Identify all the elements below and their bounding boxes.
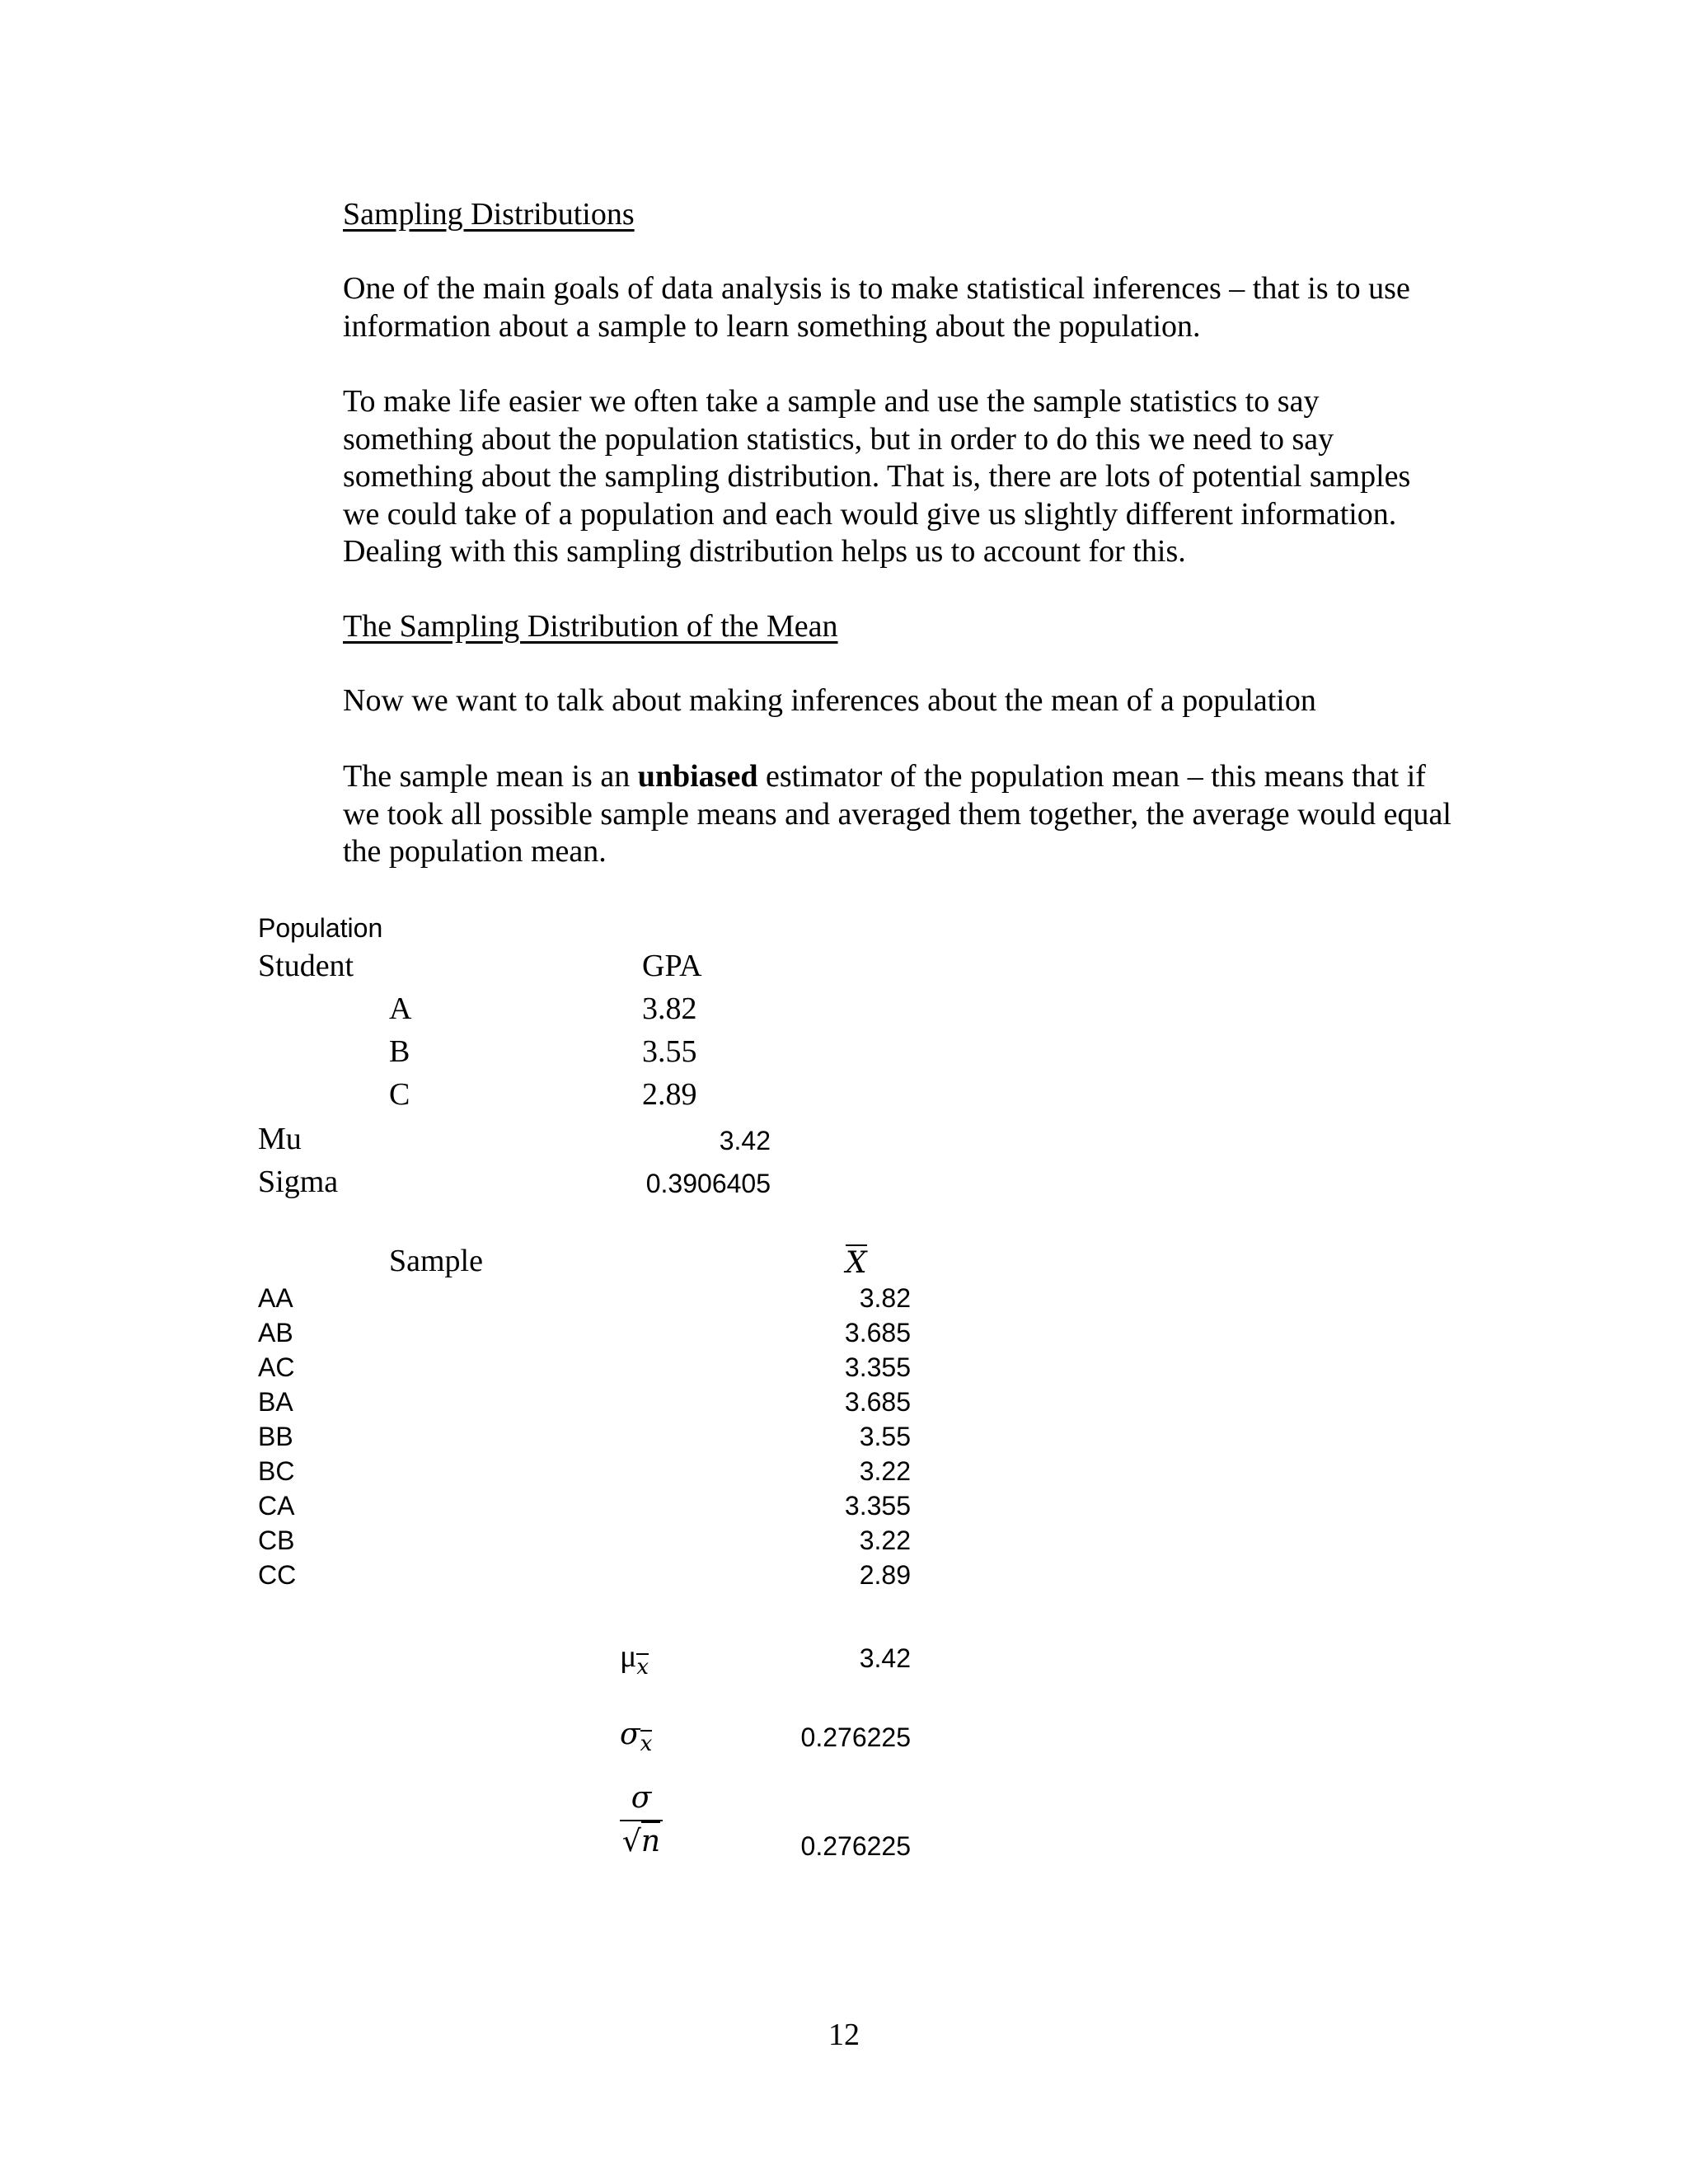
paragraph-unbiased [343,758,1451,871]
sample-name-6: CA [258,1491,295,1521]
sample-xbar-7: 3.22 [859,1526,911,1555]
paragraph-inferences-mean-text: Now we want to talk about making inferences about the mean of a population [343,683,1316,718]
paragraph-unbiased-text [343,758,1451,871]
page-number: 12 [828,2018,860,2052]
paragraph-inference [343,270,1447,345]
sample-name-0: AA [258,1283,293,1313]
sigma-glyph: σ [620,1718,640,1751]
mu-xbar-value: 3.42 [859,1643,911,1673]
sigma-xbar-sub: x [640,1732,653,1757]
student-b: B [389,1034,410,1069]
sample-xbar-3: 3.685 [844,1387,911,1417]
sample-name-2: AC [258,1352,295,1382]
fraction-sigma-over-root-n [620,1780,663,1861]
gpa-c: 2.89 [642,1077,697,1112]
fraction-numerator: σ [631,1781,652,1815]
gpa-a: 3.82 [642,991,697,1026]
xbar-symbol: X [846,1246,867,1280]
population-label: Population [258,913,383,943]
sigma-label: Sigma [258,1165,339,1199]
col-sample: Sample [389,1244,483,1278]
sample-name-8: CC [258,1560,297,1590]
sample-name-1: AB [258,1318,293,1347]
student-c: C [389,1077,410,1112]
sample-name-5: BC [258,1456,295,1486]
sample-name-7: CB [258,1526,295,1555]
heading-sampling-distribution-mean: The Sampling Distribution of the Mean [343,609,838,644]
paragraph-sampling-text: To make life easier we often take a sample and use the sample statistics to say something about the population statistics, but in order to do this we need to say something about the sampling distribution. That is, there are lots of potential samples we could take of a population and each would give us slightly different information. Dealing with this sampling distribution helps us to account for this. [343,384,1411,569]
root-n: n [641,1821,660,1861]
mu-value: 3.42 [719,1126,771,1155]
col-gpa: GPA [642,949,702,983]
paragraph-inference-text: One of the main goals of data analysis is to make statistical inferences – that is to use information about a sample to learn something about the population. [343,271,1410,344]
sample-xbar-5: 3.22 [859,1456,911,1486]
fraction-value: 0.276225 [800,1831,911,1861]
mu-glyph: μ [620,1639,637,1674]
sample-xbar-4: 3.55 [859,1422,911,1451]
col-xbar [846,1244,867,1280]
student-a: A [389,991,412,1026]
sample-xbar-6: 3.355 [844,1491,911,1521]
unbiased-bold: unbiased [637,759,758,794]
sqrt-glyph: √ [621,1825,641,1858]
sigma-value: 0.3906405 [645,1169,771,1198]
col-student: Student [258,949,354,983]
sigma-xbar-symbol [620,1718,652,1756]
mu-label: Mu [258,1122,302,1156]
sample-xbar-1: 3.685 [844,1318,911,1347]
mu-xbar-sub: x [636,1654,649,1680]
gpa-b: 3.55 [642,1034,697,1069]
mu-xbar-symbol [620,1638,649,1680]
paragraph-sampling [343,383,1447,571]
sample-xbar-8: 2.89 [859,1560,911,1590]
sample-xbar-2: 3.355 [844,1352,911,1382]
heading-sampling-distributions: Sampling Distributions [343,197,635,232]
sample-name-4: BB [258,1422,293,1451]
fraction-denominator [620,1820,663,1861]
sample-name-3: BA [258,1387,293,1417]
unbiased-before: The sample mean is an [343,759,638,794]
paragraph-inferences-mean [343,682,1447,720]
sigma-xbar-value: 0.276225 [800,1722,911,1752]
sample-xbar-0: 3.82 [859,1283,911,1313]
unbiased-after: estimator of the population mean – this means that if we took all possible sample means and averaged them together, the average would equal the population mean. [343,759,1451,869]
